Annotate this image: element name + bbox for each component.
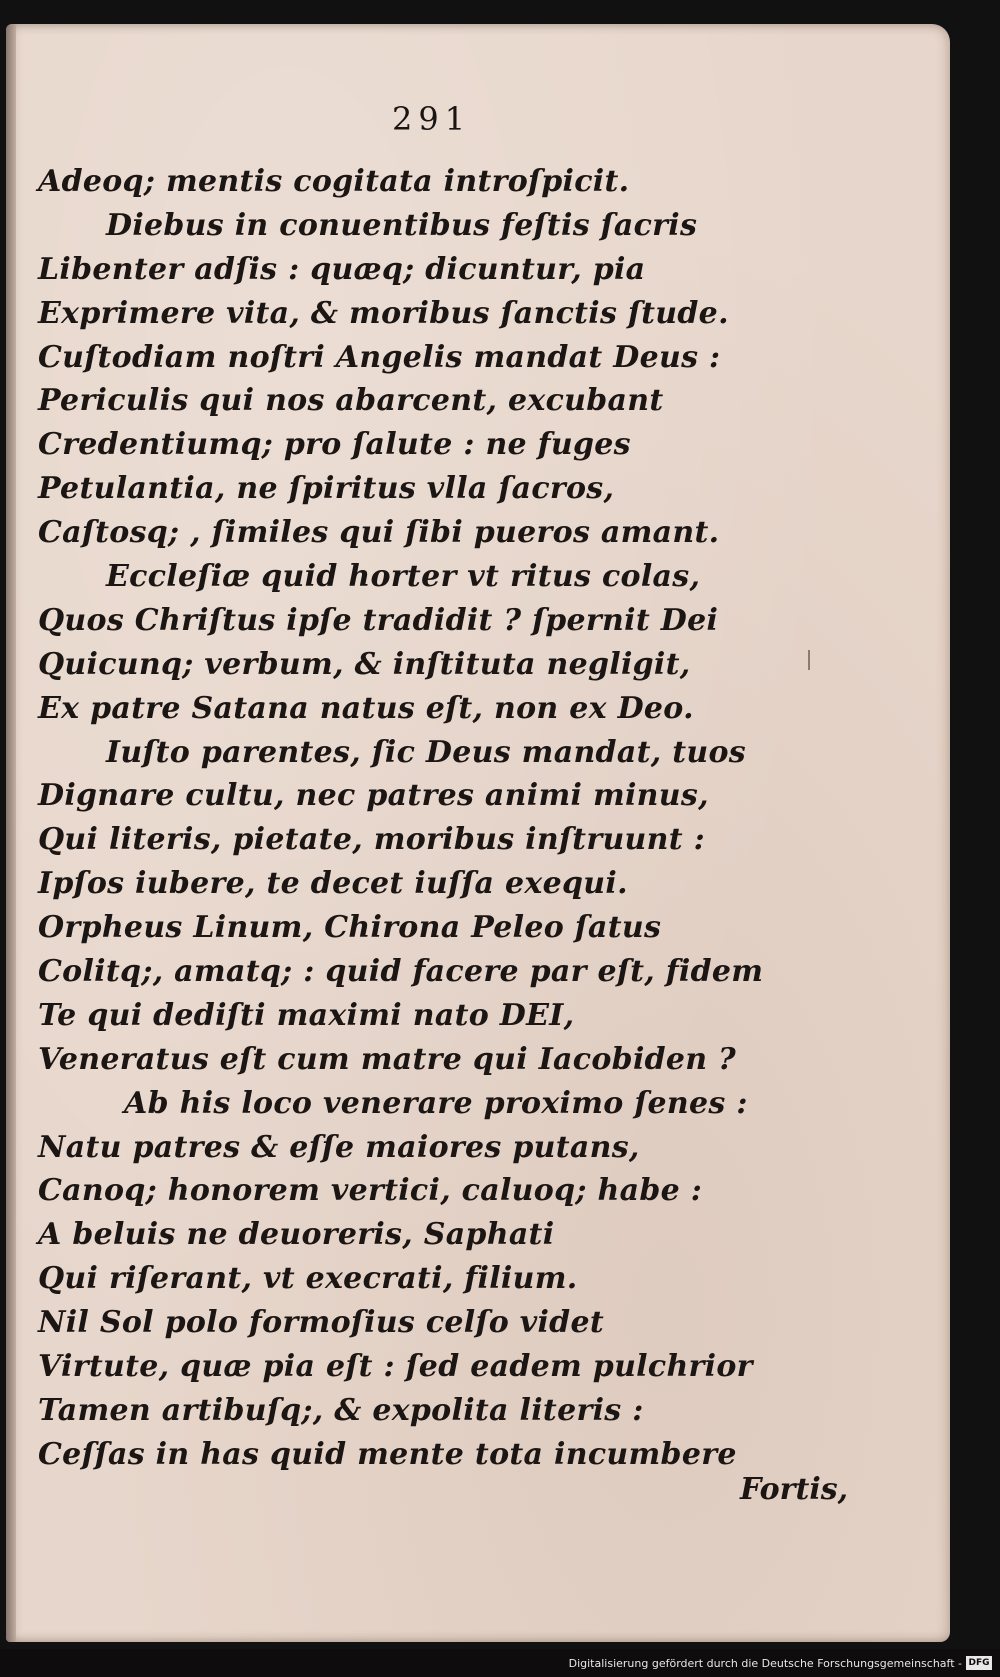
text-line: Ex patre Satana natus eſt, non ex Deo. bbox=[38, 690, 694, 726]
text-line: Qui riſerant, vt execrati, filium. bbox=[38, 1261, 578, 1297]
text-line: Eccleſiæ quid horter vt ritus colas, bbox=[106, 559, 701, 595]
text-line: Caſtosq; , ſimiles qui ſibi pueros amant. bbox=[38, 515, 720, 551]
dfg-logo-icon: DFG bbox=[966, 1656, 992, 1670]
text-line: Libenter adſis : quæq; dicuntur, pia bbox=[38, 251, 646, 287]
text-line: Exprimere vita, & moribus ſanctis ſtude. bbox=[38, 295, 729, 331]
poem-text-block bbox=[38, 160, 764, 1477]
text-line: Orpheus Linum, Chirona Peleo ſatus bbox=[38, 910, 662, 946]
text-line: Ceſſas in has quid mente tota incumbere bbox=[38, 1436, 737, 1472]
text-line: Te qui dediſti maximi nato DEI, bbox=[38, 997, 575, 1033]
text-line: Petulantia, ne ſpiritus vlla ſacros, bbox=[38, 471, 615, 507]
text-line: Canoq; honorem vertici, caluoq; habe : bbox=[38, 1173, 703, 1209]
text-line: Tamen artibuſq;, & expolita literis : bbox=[38, 1392, 644, 1428]
text-line: Veneratus eſt cum matre qui Iacobiden ? bbox=[38, 1041, 737, 1077]
text-line: Iuſto parentes, ſic Deus mandat, tuos bbox=[106, 734, 746, 770]
text-line: Nil Sol polo formoſius celſo videt bbox=[38, 1305, 604, 1341]
text-line: Adeoq; mentis cogitata introſpicit. bbox=[38, 164, 630, 199]
text-line: Qui literis, pietate, moribus inſtruunt : bbox=[38, 822, 706, 858]
text-line: Colitq;, amatq; : quid facere par eſt, fidem bbox=[38, 954, 764, 990]
catchword: Fortis, bbox=[740, 1472, 849, 1507]
text-line: Dignare cultu, nec patres animi minus, bbox=[38, 778, 709, 814]
margin-mark bbox=[808, 650, 810, 670]
text-line: Virtute, quæ pia eſt : ſed eadem pulchrior bbox=[38, 1349, 753, 1385]
text-line: Ipſos iubere, te decet iuſſa exequi. bbox=[38, 866, 628, 902]
page-number: 291 bbox=[392, 100, 472, 138]
text-line: Quicunq; verbum, & inſtituta negligit, bbox=[38, 646, 691, 682]
page-binding-edge bbox=[6, 24, 16, 1642]
text-line: Periculis qui nos abarcent, excubant bbox=[38, 383, 664, 419]
text-line: Credentiumq; pro ſalute : ne fuges bbox=[38, 427, 631, 463]
digitization-credit: Digitalisierung gefördert durch die Deutsche Forschungsgemeinschaft - bbox=[568, 1657, 962, 1670]
text-line: A beluis ne deuoreris, Saphati bbox=[38, 1217, 555, 1253]
text-line: Quos Chriſtus ipſe tradidit ? ſpernit Dei bbox=[38, 602, 719, 638]
text-line: Natu patres & eſſe maiores putans, bbox=[38, 1129, 640, 1165]
text-line: Diebus in conuentibus feſtis ſacris bbox=[106, 207, 698, 243]
text-line: Ab his loco venerare proximo ſenes : bbox=[124, 1085, 748, 1121]
text-line: Cuſtodiam noſtri Angelis mandat Deus : bbox=[38, 339, 721, 375]
